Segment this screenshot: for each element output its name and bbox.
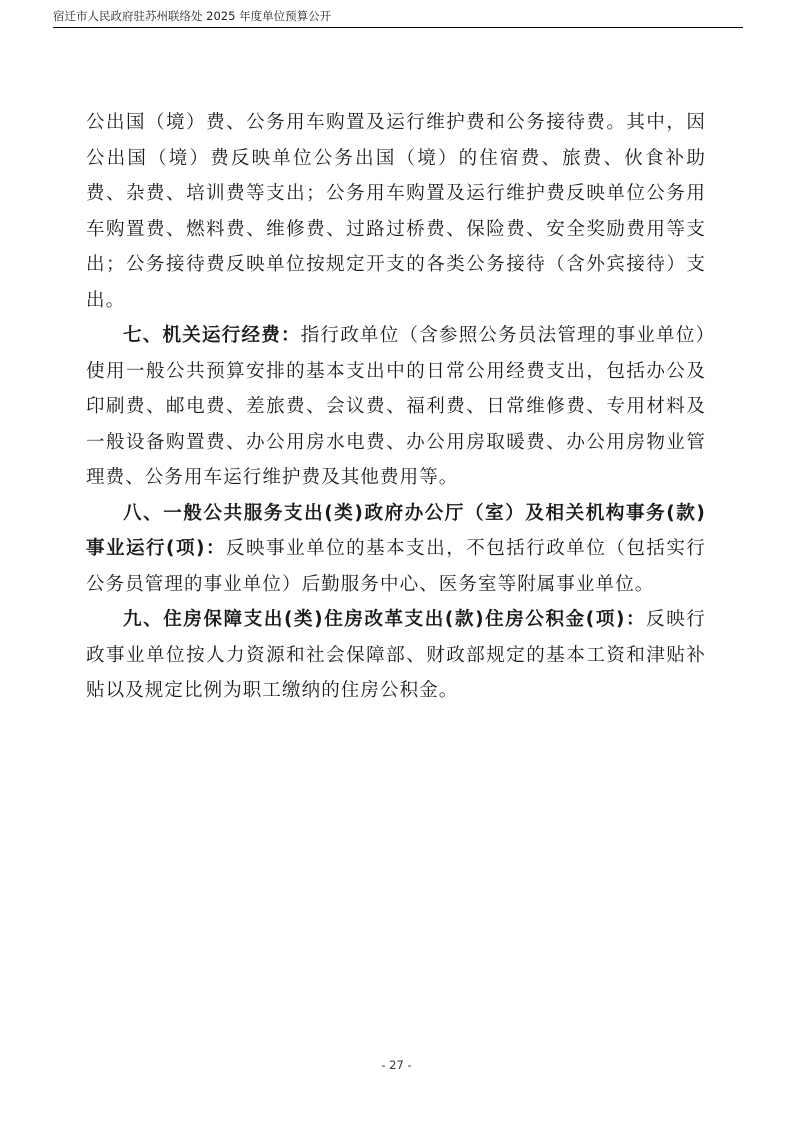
page-number: - 27 - (381, 1058, 412, 1072)
paragraph-text: 反映事业单位的基本支出，不包括行政单位（包括实行公务员管理的事业单位）后勤服务中心、医务室等附属事业单位。 (86, 538, 707, 595)
paragraph-public-services-expenditure (86, 496, 706, 603)
page-header-title: 宿迁市人民政府驻苏州联络处 2025 年度单位预算公开 (53, 9, 332, 23)
section-heading-7: 七、机关运行经费： (123, 325, 301, 346)
section-heading-9: 九、住房保障支出(类)住房改革支出(款)住房公积金(项)： (123, 609, 647, 630)
header-divider (53, 27, 743, 28)
section-heading-8: 八、一般公共服务支出(类)政府办公厅（室）及相关机构事务(款)事业运行(项)： (86, 502, 706, 559)
paragraph-housing-fund (86, 602, 706, 709)
document-body (86, 105, 706, 709)
paragraph-agency-operating-funds (86, 318, 706, 496)
paragraph-text: 指行政单位（含参照公务员法管理的事业单位）使用一般公共预算安排的基本支出中的日常公用经费支出，包括办公及印刷费、邮电费、差旅费、会议费、福利费、日常维修费、专用材料及一般设备购置费、办公用房水电费、办公用房取暖费、办公用房物业管理费、公务用车运行维护费及其他费用等。 (86, 325, 706, 488)
paragraph-public-expenses (86, 105, 706, 318)
paragraph-text: 反映行政事业单位按人力资源和社会保障部、财政部规定的基本工资和津贴补贴以及规定比例为职工缴纳的住房公积金。 (86, 609, 706, 701)
paragraph-text: 公出国（境）费、公务用车购置及运行维护费和公务接待费。其中，因公出国（境）费反映单位公务出国（境）的住宿费、旅费、伙食补助费、杂费、培训费等支出；公务用车购置及运行维护费反映单位公务用车购置费、燃料费、维修费、过路过桥费、保险费、安全奖励费用等支出；公务接待费反映单位按规定开支的各类公务接待（含外宾接待）支出。 (86, 112, 706, 311)
